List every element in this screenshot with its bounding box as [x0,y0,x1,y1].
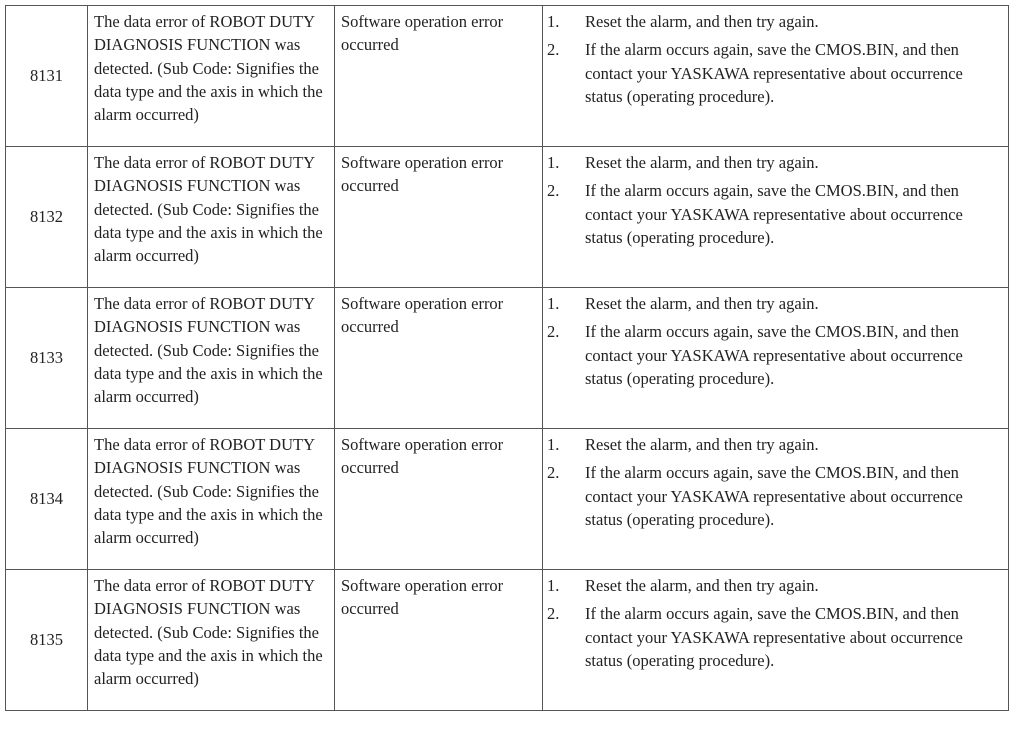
alarm-table-body [6,6,1009,711]
alarm-meaning: The data error of ROBOT DUTY DIAGNOSIS FUNCTION was detected. (Sub Code: Signifies the data type and the axis in which the alarm occurred) [88,429,335,570]
alarm-code: 8131 [6,6,88,147]
alarm-remedy [543,6,1009,147]
remedy-step-text: Reset the alarm, and then try again. [585,435,819,454]
remedy-step-text: If the alarm occurs again, save the CMOS.BIN, and then contact your YASKAWA representative about occurrence status (operating procedure). [585,322,963,388]
alarm-cause: Software operation error occurred [335,429,543,570]
remedy-list [547,151,1002,249]
alarm-meaning: The data error of ROBOT DUTY DIAGNOSIS FUNCTION was detected. (Sub Code: Signifies the data type and the axis in which the alarm occurred) [88,288,335,429]
remedy-step [547,433,1002,456]
alarm-code: 8132 [6,147,88,288]
remedy-step-number: 1. [547,435,560,454]
remedy-step-number: 2. [547,40,560,60]
alarm-cause: Software operation error occurred [335,147,543,288]
table-row [6,6,1009,147]
alarm-code: 8134 [6,429,88,570]
alarm-remedy [543,147,1009,288]
remedy-step-text: If the alarm occurs again, save the CMOS.BIN, and then contact your YASKAWA representative about occurrence status (operating procedure). [585,604,963,670]
alarm-code: 8135 [6,570,88,711]
remedy-step-text: If the alarm occurs again, save the CMOS.BIN, and then contact your YASKAWA representative about occurrence status (operating procedure). [585,181,963,247]
remedy-list [547,574,1002,672]
remedy-step [547,38,1002,108]
remedy-step [547,292,1002,315]
alarm-remedy [543,429,1009,570]
alarm-cause: Software operation error occurred [335,288,543,429]
alarm-meaning: The data error of ROBOT DUTY DIAGNOSIS FUNCTION was detected. (Sub Code: Signifies the data type and the axis in which the alarm occurred) [88,570,335,711]
remedy-step [547,320,1002,390]
remedy-step-text: Reset the alarm, and then try again. [585,576,819,595]
table-row [6,147,1009,288]
alarm-remedy [543,570,1009,711]
remedy-step-text: Reset the alarm, and then try again. [585,153,819,172]
remedy-step-number: 1. [547,153,560,172]
remedy-step [547,179,1002,249]
table-row [6,429,1009,570]
remedy-step-number: 1. [547,12,560,31]
remedy-step-number: 1. [547,294,560,313]
table-row [6,288,1009,429]
remedy-step-number: 2. [547,322,560,342]
remedy-step-number: 1. [547,576,560,595]
remedy-step-number: 2. [547,604,560,624]
remedy-step [547,461,1002,531]
remedy-list [547,10,1002,108]
remedy-step [547,151,1002,174]
remedy-step [547,574,1002,597]
alarm-remedy [543,288,1009,429]
remedy-step-text: If the alarm occurs again, save the CMOS.BIN, and then contact your YASKAWA representative about occurrence status (operating procedure). [585,40,963,106]
alarm-code: 8133 [6,288,88,429]
remedy-step-text: Reset the alarm, and then try again. [585,294,819,313]
remedy-step-text: If the alarm occurs again, save the CMOS.BIN, and then contact your YASKAWA representative about occurrence status (operating procedure). [585,463,963,529]
alarm-meaning: The data error of ROBOT DUTY DIAGNOSIS FUNCTION was detected. (Sub Code: Signifies the data type and the axis in which the alarm occurred) [88,6,335,147]
remedy-step [547,602,1002,672]
remedy-step-number: 2. [547,181,560,201]
alarm-cause: Software operation error occurred [335,570,543,711]
remedy-list [547,433,1002,531]
alarm-table [5,5,1009,711]
remedy-step-text: Reset the alarm, and then try again. [585,12,819,31]
remedy-step-number: 2. [547,463,560,483]
alarm-cause: Software operation error occurred [335,6,543,147]
remedy-step [547,10,1002,33]
table-row [6,570,1009,711]
alarm-meaning: The data error of ROBOT DUTY DIAGNOSIS FUNCTION was detected. (Sub Code: Signifies the data type and the axis in which the alarm occurred) [88,147,335,288]
remedy-list [547,292,1002,390]
